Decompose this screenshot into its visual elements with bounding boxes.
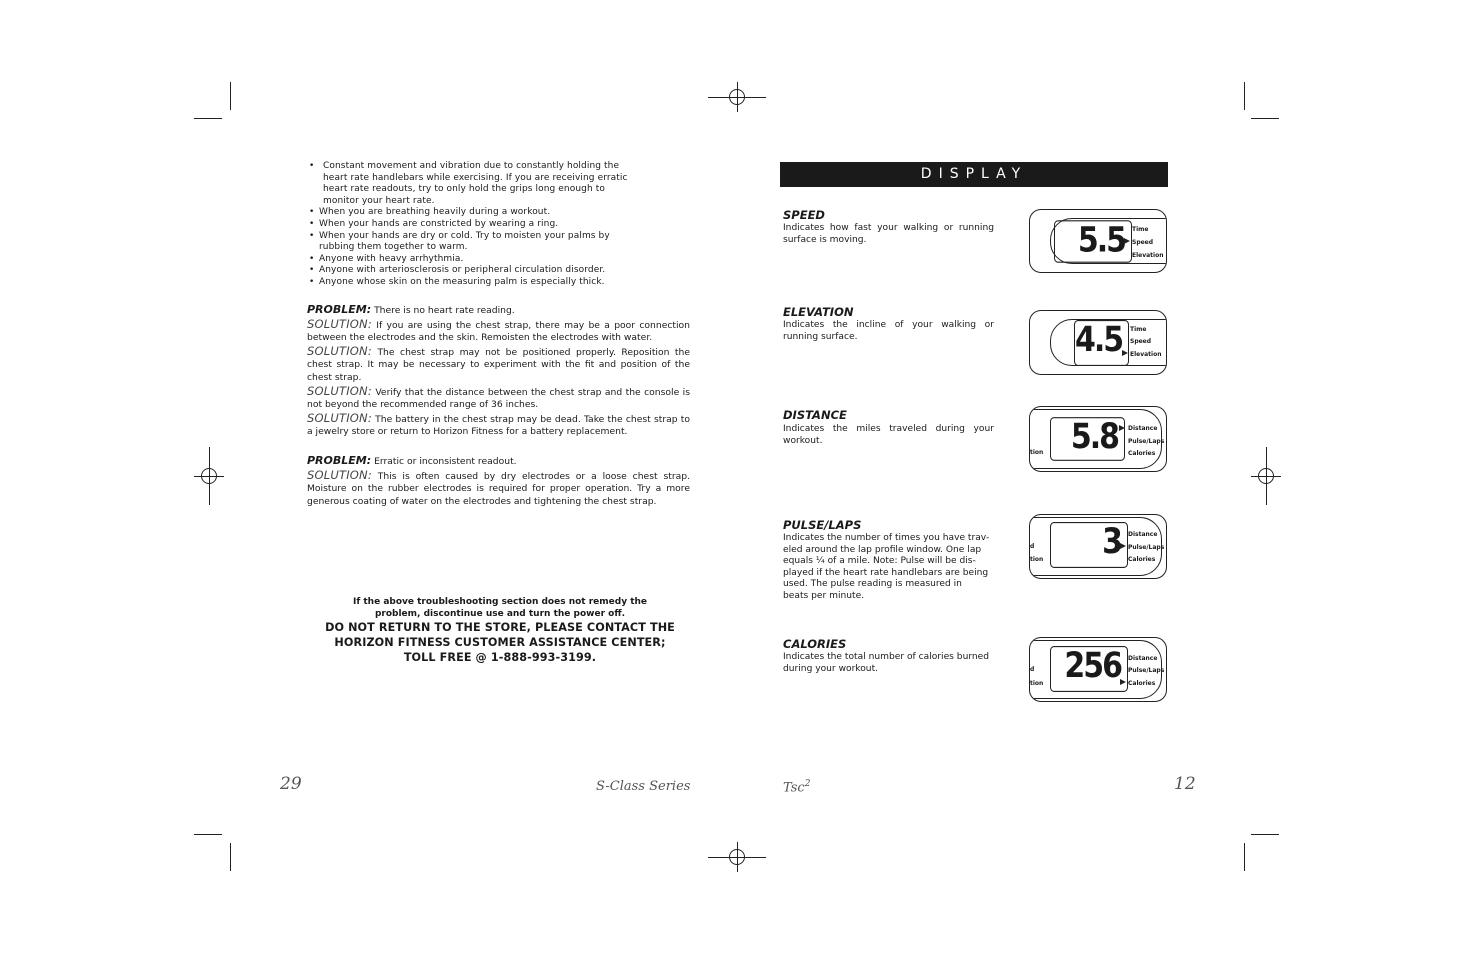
list-item: • When your hands are dry or cold. Try to moisten your palms by rubbing them together to warm.: [307, 231, 637, 254]
problem-text: Erratic or inconsistent readout.: [374, 456, 517, 467]
pulse-laps-display-panel: [1029, 514, 1167, 579]
list-item: • When you are breathing heavily during a workout.: [307, 207, 637, 219]
solution-text: The chest strap may not be positioned properly. Reposition the chest strap. It may be necessary to experiment with the fit and position of the chest strap.: [307, 346, 691, 383]
indicator-arrow-icon: [1122, 350, 1128, 356]
indicator-arrow-icon: [1120, 679, 1126, 685]
display-label: Calories: [1128, 680, 1156, 687]
solution-label: SOLUTION:: [307, 467, 372, 482]
display-label: Speed: [1130, 338, 1152, 345]
problem-text: There is no heart rate reading.: [374, 305, 515, 316]
customer-assistance-notice: [300, 597, 700, 665]
display-label: Elevation: [1130, 351, 1162, 358]
display-value: 5.5: [1054, 220, 1132, 263]
model-name: Tsc$^2$: [783, 779, 811, 796]
problem-label: PROBLEM:: [307, 454, 372, 467]
section-text: Indicates how fast your walking or running surface is moving.: [783, 223, 994, 245]
section-title: SPEED: [783, 208, 825, 222]
notice-line: TOLL FREE @ 1-888-993-3199.: [403, 651, 597, 664]
solution-label: SOLUTION:: [307, 383, 372, 398]
troubleshooting-no-reading: [307, 304, 690, 439]
display-label: Calories: [1128, 556, 1156, 563]
display-label: tion: [1030, 556, 1044, 563]
display-label: Time: [1130, 326, 1147, 333]
list-item: • Anyone with heavy arrhythmia.: [307, 254, 637, 266]
display-label: tion: [1030, 449, 1044, 456]
section-title: ELEVATION: [783, 305, 854, 319]
solution-text: Verify that the distance between the chest strap and the console is not beyond the recommended range of 36 inches.: [307, 386, 691, 411]
notice-line: DO NOT RETURN TO THE STORE, PLEASE CONTACT THE: [325, 621, 675, 634]
display-label: Distance: [1128, 425, 1158, 432]
series-name: S-Class Series: [596, 779, 691, 794]
section-title: PULSE/LAPS: [783, 518, 862, 532]
list-item: • Constant movement and vibration due to constantly holding the heart rate handlebars while exercising. If you are receiving erratic heart rate readouts, try to only hold the grips long enough to monitor your heart rate.: [307, 161, 637, 207]
elevation-display-panel: [1029, 310, 1167, 375]
solution-label: SOLUTION:: [307, 316, 372, 331]
display-label: Elevation: [1132, 252, 1164, 259]
indicator-arrow-icon: [1120, 543, 1126, 549]
display-label: Pulse/Laps: [1128, 544, 1165, 551]
section-title: CALORIES: [783, 637, 847, 651]
display-label: d: [1030, 543, 1035, 550]
section-title: DISTANCE: [783, 408, 847, 422]
indicator-arrow-icon: [1124, 238, 1130, 244]
solution-text: This is often caused by dry electrodes or a loose chest strap. Moisture on the rubber electrodes is required for proper operation. Try a more generous coating of water on the electrodes and tightening the chest strap.: [307, 470, 691, 507]
troubleshooting-erratic-readout: [307, 455, 690, 508]
speed-display-panel: [1029, 209, 1167, 273]
solution-text: If you are using the chest strap, there may be a poor connection between the electrodes and the skin. Remoisten the electrodes with water.: [307, 319, 691, 344]
section-text: Indicates the incline of your walking or running surface.: [783, 320, 994, 342]
display-label: tion: [1030, 680, 1044, 687]
problem-label: PROBLEM:: [307, 303, 372, 316]
section-text: Indicates the number of times you have trav- eled around the lap profile window. One lap equals ¼ of a mile. Note: Pulse will be dis- played if the heart rate handlebars are being used. The pulse reading is measured in beats per minute.: [783, 533, 990, 601]
calories-display-panel: [1029, 637, 1167, 702]
display-label: Pulse/Laps: [1128, 438, 1165, 445]
solution-label: SOLUTION:: [307, 410, 372, 425]
display-label: Speed: [1132, 239, 1154, 246]
display-value: 256: [1050, 646, 1128, 692]
display-label: Distance: [1128, 655, 1158, 662]
heart-rate-bullet-list: [307, 161, 637, 289]
list-item: • When your hands are constricted by wearing a ring.: [307, 219, 637, 231]
display-label: Pulse/Laps: [1128, 667, 1165, 674]
page-number-left: 29: [280, 774, 302, 794]
section-text: Indicates the total number of calories burned during your workout.: [783, 652, 990, 674]
page-number-right: 12: [1174, 774, 1196, 794]
display-label: d: [1030, 666, 1035, 673]
section-text: Indicates the miles traveled during your workout.: [783, 424, 994, 446]
distance-display-panel: [1029, 406, 1167, 472]
solution-label: SOLUTION:: [307, 343, 372, 358]
display-label: Time: [1132, 226, 1149, 233]
display-banner: DISPLAY: [780, 162, 1168, 187]
indicator-arrow-icon: [1119, 425, 1125, 431]
display-label: Calories: [1128, 450, 1156, 457]
notice-line: problem, discontinue use and turn the power off.: [374, 608, 626, 619]
display-value: 3: [1050, 522, 1128, 568]
notice-line: HORIZON FITNESS CUSTOMER ASSISTANCE CENTER;: [334, 636, 666, 649]
display-label: Distance: [1128, 531, 1158, 538]
display-value: 4.5: [1074, 320, 1129, 366]
notice-line: If the above troubleshooting section does not remedy the: [352, 597, 648, 607]
display-value: 5.8: [1050, 417, 1125, 461]
list-item: • Anyone with arteriosclerosis or peripheral circulation disorder.: [307, 265, 637, 277]
solution-text: The battery in the chest strap may be dead. Take the chest strap to a jewelry store or return to Horizon Fitness for a battery replacement.: [307, 413, 691, 438]
list-item: • Anyone whose skin on the measuring palm is especially thick.: [307, 277, 637, 289]
